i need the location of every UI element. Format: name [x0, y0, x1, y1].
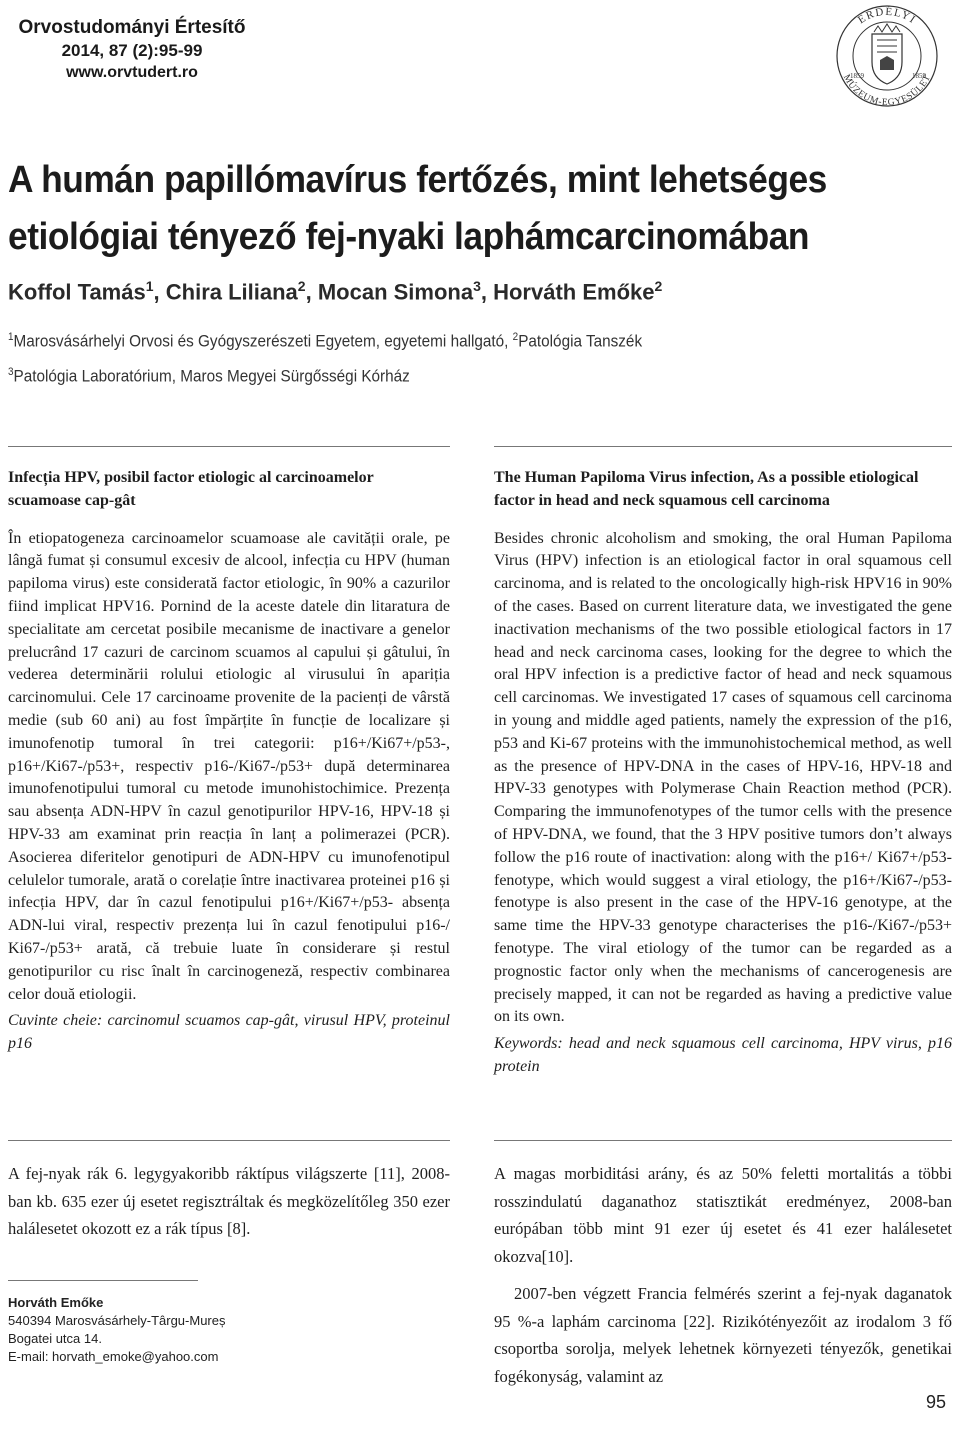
svg-text:1859: 1859 — [850, 72, 864, 80]
divider-right-2 — [494, 1140, 952, 1141]
body-paragraph: A magas morbiditási arány, és az 50% feletti mortalitás a többi rosszindulatú daganathoz statisztikát eredményez, 2008-ban európában több mint 91 ezer új esetet és 41 ezer halálesetet okozva[10]. — [494, 1164, 952, 1266]
author-list: Koffol Tamás$^1$, Chira Liliana$^2$, Mocan Simona$^3$, Horváth Emőke$^2$ — [8, 278, 663, 305]
page-number: 95 — [925, 1392, 946, 1412]
contact-address-1: 540394 Marosvásárhely-Târgu-Mureș — [8, 1313, 226, 1328]
affiliation-line-1: $^1$Marosvásárhelyi Orvosi és Gyógyszerészeti Egyetem, egyetemi hallgató, $^2$Patológia Tanszék — [8, 331, 643, 351]
title-line-2: etiológiai tényező fej-nyaki laphámcarcinomában — [8, 216, 810, 258]
abstract-en-title: The Human Papiloma Virus infection, As a possible etiological factor in head and neck squamous cell carcinoma — [494, 469, 919, 509]
abstract-ro-keywords: Cuvinte cheie: carcinomul scuamos cap-gât, virusul HPV, proteinul p16 — [8, 1012, 450, 1053]
author-name: Mocan Simona — [317, 279, 474, 305]
abstract-en-keywords: Keywords: head and neck squamous cell carcinoma, HPV virus, p16 protein — [494, 1035, 952, 1075]
abstract-ro-body: În etiopatogeneza carcinoamelor scuamoase ale cavității orale, pe lângă fumat și consumul excesiv de alcool, infecția cu HPV (human papiloma virus) este considerată factor etiologic, în 90% a cazurilor fiind implicat HPV16. Pornind de la aceste datele din litaratura de specialitate am cercetat posibile mecanisme de inactivare a genelor prelucrând 17 cazuri de carcinom scuamos al capului și gâtului, în vederea determinării rolului etiologic al virusului în apariția carcinomului. Cele 17 carcinoame provenite de la pacienți de vârstă medie (sub 60 ani) au fost împărțite în funcție de localizare și imunofenotip tumoral în trei categorii: p16+/Ki67+/p53-, p16+/Ki67-/p53+, respectiv p16-/Ki67-/p53+ după determinarea imunofenotipului tumoral cu metode imunohistochimice. Prezența sau absența ADN-HPV în cazul genotipurilor HPV-16, HPV-18 și HPV-33 am examinat prin reacția în lanț a polimerazei (PCR). Asocierea diferitelor genotipuri de ADN-HPV cu imunofenotipul celulelor tumorale, arată o corelație între inactivarea proteinei p16 și infecția HPV, dar în cazul fenotipului p16+/Ki67+/p53- absența ADN-lui viral, respectiv prezența lui în cazul fenotipului p16-/ Ki67-/p53+ arată, că trebuie luate în considerare și restul genotipurilor cu risc înalt în carcinogeneză, respectiv combinarea celor două etiologii. — [8, 529, 450, 1003]
author-sup: 3 — [473, 278, 481, 294]
body-paragraph: A fej-nyak rák 6. legygyakoribb ráktípus világszerte [11], 2008-ban kb. 635 ezer új esetet regisztráltak és megközelítőleg 350 ezer halálesetet okozott ez a rák típus [8]. — [8, 1164, 450, 1238]
affiliations — [8, 322, 642, 391]
svg-text:ERDÉLYI: ERDÉLYI — [855, 5, 919, 27]
author-sup: 2 — [654, 278, 663, 294]
seal-icon — [822, 4, 952, 108]
contact-divider — [8, 1280, 198, 1281]
title-line-1: A humán papillómavírus fertőzés, mint lehetséges — [8, 159, 827, 201]
divider-right — [494, 446, 952, 447]
article-title — [8, 152, 845, 266]
museum-seal-logo — [822, 4, 952, 108]
journal-url[interactable]: www.orvtudert.ro — [66, 64, 198, 81]
abstract-english — [494, 467, 952, 1079]
contact-name: Horváth Emőke — [8, 1295, 104, 1310]
author-name: Horváth Emőke — [493, 279, 655, 305]
body-right-column — [494, 1160, 952, 1390]
abstract-romanian — [8, 467, 450, 1056]
divider-left — [8, 446, 450, 447]
journal-header — [12, 16, 252, 84]
body-paragraph: 2007-ben végzett Francia felmérés szerint a fej-nyak daganatok 95 %-a laphám carcinoma [22]. Rizikótényezőit az irodalom 3 fő csoportba sorolja, melyek lehetnek környezeti tényezők, genetikai fogékonyság, valamint az — [494, 1284, 952, 1386]
abstract-en-body: Besides chronic alcoholism and smoking, the oral Human Papiloma Virus (HPV) infection is an etiological factor in oral squamous cell carcinoma, and is related to the oncologically high-risk HPV16 in 90% of the cases. Based on current literature data, we investigated the gene inactivation mechanisms of the two possible etiological factors in 17 head and neck carcinoma cases, looking for the degree to which the oral HPV infection is a predictive factor of head and neck squamous cell carcinomas. We investigated 17 cases of squamous cell carcinoma in young and middle aged patients, namely the expression of the p16, p53 and Ki-67 proteins with the immunohistochemical method, as well as the presence of HPV-DNA in the cases of HPV-16, HPV-18 and HPV-33 genotypes with Polymerase Chain Reaction method (PCR). Comparing the immunofenotypes of the tumor cells with the presence of HPV-DNA, we found, that the 3 HPV positive tumors don’t always follow the p16 route of inactivation: along with the p16+/ Ki67+/p53- fenotype, which would suggest a viral etiology, the p16+/Ki67-/p53- fenotype is also present in the case of the HPV-16 genotype, at the same time the HPV-33 genotype characterises the p16-/Ki67-/p53+ fenotype. The viral etiology of the tumor can be regarded as a prognostic factor only when the mechanisms of cancerogenesis are precisely mapped, it can not be regarded as having a predictive value on its own. — [494, 529, 952, 1026]
abstract-ro-title: Infecția HPV, posibil factor etiologic al carcinoamelor scuamoase cap-gât — [8, 469, 374, 509]
author-sup: 2 — [297, 278, 306, 294]
contact-email[interactable]: E-mail: horvath_emoke@yahoo.com — [8, 1349, 219, 1364]
author-sup: 1 — [145, 278, 154, 294]
contact-address-2: Bogatei utca 14. — [8, 1331, 102, 1346]
corresponding-author — [8, 1294, 225, 1366]
divider-left-2 — [8, 1140, 450, 1141]
svg-text:MÚZEUM-EGYESÜLET: MÚZEUM-EGYESÜLET — [840, 73, 934, 108]
affiliation-line-2: $^3$Patológia Laboratórium, Maros Megyei Sürgősségi Kórház — [8, 365, 410, 386]
journal-issue: 2014, 87 (2):95-99 — [61, 41, 203, 60]
author-name: Chira Liliana — [165, 279, 298, 305]
author-name: Koffol Tamás — [8, 279, 146, 305]
body-left-column — [8, 1160, 450, 1243]
svg-text:1859: 1859 — [912, 72, 926, 80]
journal-name: Orvostudományi Értesítő — [18, 17, 246, 38]
